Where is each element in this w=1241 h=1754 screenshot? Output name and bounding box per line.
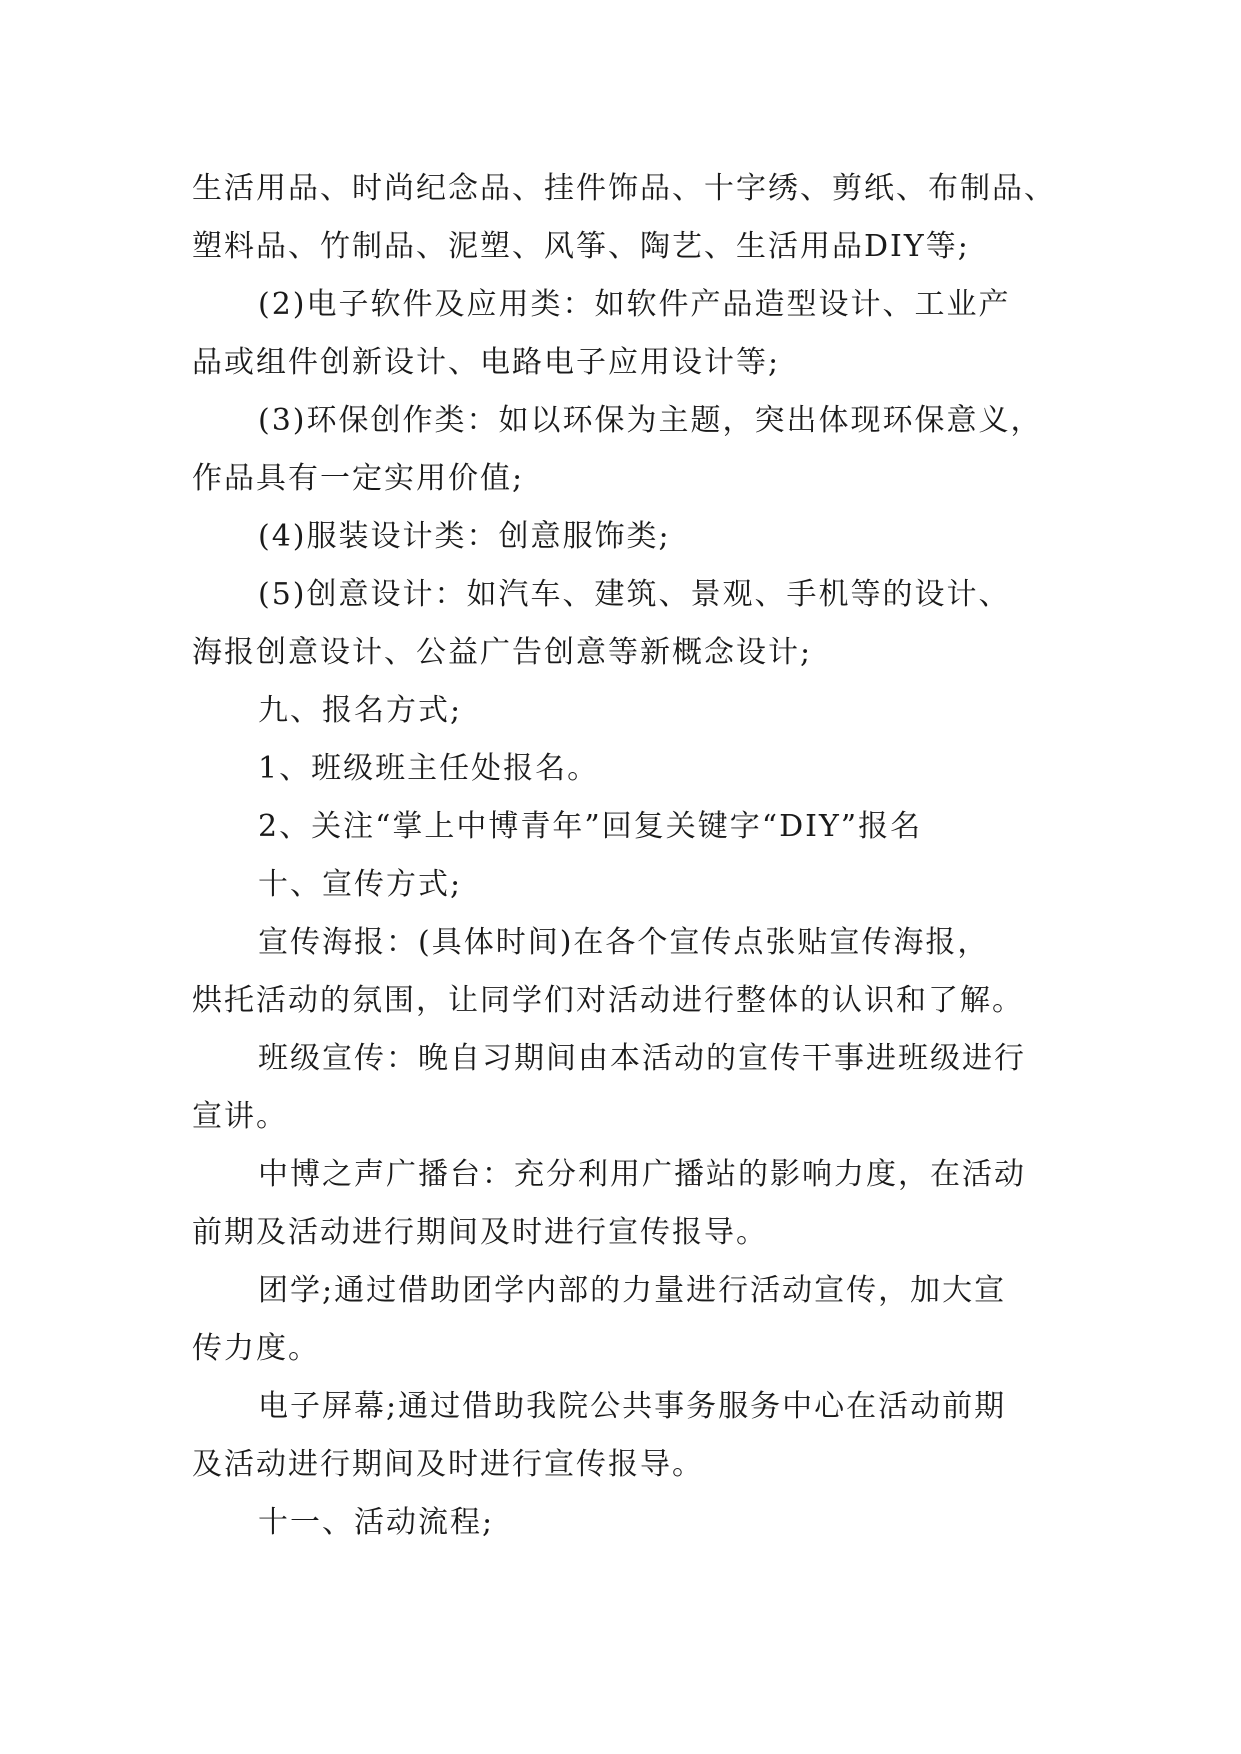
section-heading-process: 十一、活动流程; (258, 1505, 495, 1540)
text-line: 塑料品、竹制品、泥塑、风筝、陶艺、生活用品DIY等; (192, 229, 970, 264)
list-item-registration-2: 2、关注“掌上中博青年”回复关键字“DIY”报名 (258, 809, 923, 844)
text-line: 及活动进行期间及时进行宣传报导。 (192, 1447, 704, 1482)
list-item-eco: (3)环保创作类：如以环保为主题，突出体现环保意义， (258, 403, 1043, 438)
list-item-electronics: (2)电子软件及应用类：如软件产品造型设计、工业产 (258, 287, 1011, 322)
section-heading-registration: 九、报名方式; (258, 693, 463, 728)
list-item-creative: (5)创意设计：如汽车、建筑、景观、手机等的设计、 (258, 577, 1011, 612)
paragraph-league: 团学;通过借助团学内部的力量进行活动宣传，加大宣 (258, 1273, 1007, 1308)
paragraph-poster: 宣传海报：(具体时间)在各个宣传点张贴宣传海报， (258, 925, 990, 960)
text-line: 传力度。 (192, 1331, 320, 1366)
list-item-fashion: (4)服装设计类：创意服饰类; (258, 519, 671, 554)
text-line: 烘托活动的氛围，让同学们对活动进行整体的认识和了解。 (192, 983, 1024, 1018)
text-line: 宣讲。 (192, 1099, 288, 1134)
paragraph-screen: 电子屏幕;通过借助我院公共事务服务中心在活动前期 (258, 1389, 1007, 1424)
section-heading-publicity: 十、宣传方式; (258, 867, 463, 902)
paragraph-broadcast: 中博之声广播台：充分利用广播站的影响力度，在活动 (258, 1157, 1026, 1192)
paragraph-class-publicity: 班级宣传：晚自习期间由本活动的宣传干事进班级进行 (258, 1041, 1026, 1076)
text-line: 作品具有一定实用价值; (192, 461, 525, 496)
text-line: 生活用品、时尚纪念品、挂件饰品、十字绣、剪纸、布制品、 (192, 171, 1056, 206)
text-line: 前期及活动进行期间及时进行宣传报导。 (192, 1215, 768, 1250)
text-line: 海报创意设计、公益广告创意等新概念设计; (192, 635, 813, 670)
text-line: 品或组件创新设计、电路电子应用设计等; (192, 345, 781, 380)
document-body (192, 160, 1072, 1552)
list-item-registration-1: 1、班级班主任处报名。 (258, 751, 600, 786)
